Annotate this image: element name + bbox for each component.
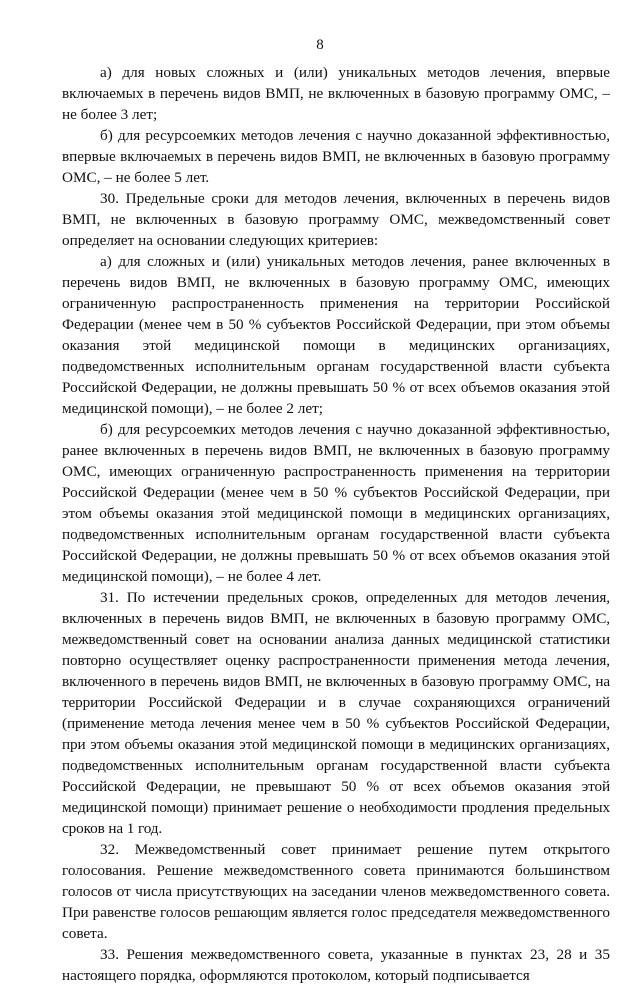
paragraph-30: 30. Предельные сроки для методов лечения, включенных в перечень видов ВМП, не включенных в базовую программу ОМС, межведомственный совет определяет на основании следующих критериев: xyxy=(62,190,610,249)
paragraph-29a: а) для новых сложных и (или) уникальных методов лечения, впервые включаемых в перечень видов ВМП, не включенных в базовую программу ОМС, – не более 3 лет; xyxy=(62,64,610,123)
paragraph-32: 32. Межведомственный совет принимает решение путем открытого голосования. Решение межведомственного совета принимаются большинством голосов от числа присутствующих на заседании членов межведомственного совета. При равенстве голосов решающим является голос председателя межведомственного совета. xyxy=(62,841,610,942)
paragraph-33: 33. Решения межведомственного совета, указанные в пунктах 23, 28 и 35 настоящего порядка, оформляются протоколом, который подписывается xyxy=(62,946,610,984)
paragraph-30a: а) для сложных и (или) уникальных методов лечения, ранее включенных в перечень видов ВМП, не включенных в базовую программу ОМС, имеющих ограниченную распространенность применения на территории Российской Федерации (менее чем в 50 % субъектов Российской Федерации, при этом объемы оказания этой медицинской помощи в медицинских организациях, подведомственных исполнительным органам государственной власти субъекта Российской Федерации, не должны превышать 50 % от всех объемов оказания этой медицинской помощи), – не более 2 лет; xyxy=(62,253,610,417)
document-body xyxy=(62,62,610,986)
paragraph-31: 31. По истечении предельных сроков, определенных для методов лечения, включенных в перечень видов ВМП, не включенных в базовую программу ОМС, межведомственный совет на основании анализа данных медицинской статистики повторно осуществляет оценку распространенности применения метода лечения, включенного в перечень видов ВМП, не включенных в базовую программу ОМС, на территории Российской Федерации и в случае сохраняющихся ограничений (применение метода лечения менее чем в 50 % субъектов Российской Федерации, при этом объемы оказания этой медицинской помощи в медицинских организациях, подведомственных исполнительным органам государственной власти субъекта Российской Федерации, не превышают 50 % от всех объемов оказания этой медицинской помощи) принимает решение о необходимости продления предельных сроков на 1 год. xyxy=(62,589,610,837)
paragraph-30b: б) для ресурсоемких методов лечения с научно доказанной эффективностью, ранее включенных в перечень видов ВМП, не включенных в базовую программу ОМС, имеющих ограниченную распространенность применения на территории Российской Федерации (менее чем в 50 % субъектов Российской Федерации, при этом объемы оказания этой медицинской помощи в медицинских организациях, подведомственных исполнительным органам государственной власти субъекта Российской Федерации, не должны превышать 50 % от всех объемов оказания этой медицинской помощи), – не более 4 лет. xyxy=(62,421,610,585)
page-number: 8 xyxy=(316,37,324,53)
paragraph-29b: б) для ресурсоемких методов лечения с научно доказанной эффективностью, впервые включаемых в перечень видов ВМП, не включенных в базовую программу ОМС, – не более 5 лет. xyxy=(62,127,610,186)
